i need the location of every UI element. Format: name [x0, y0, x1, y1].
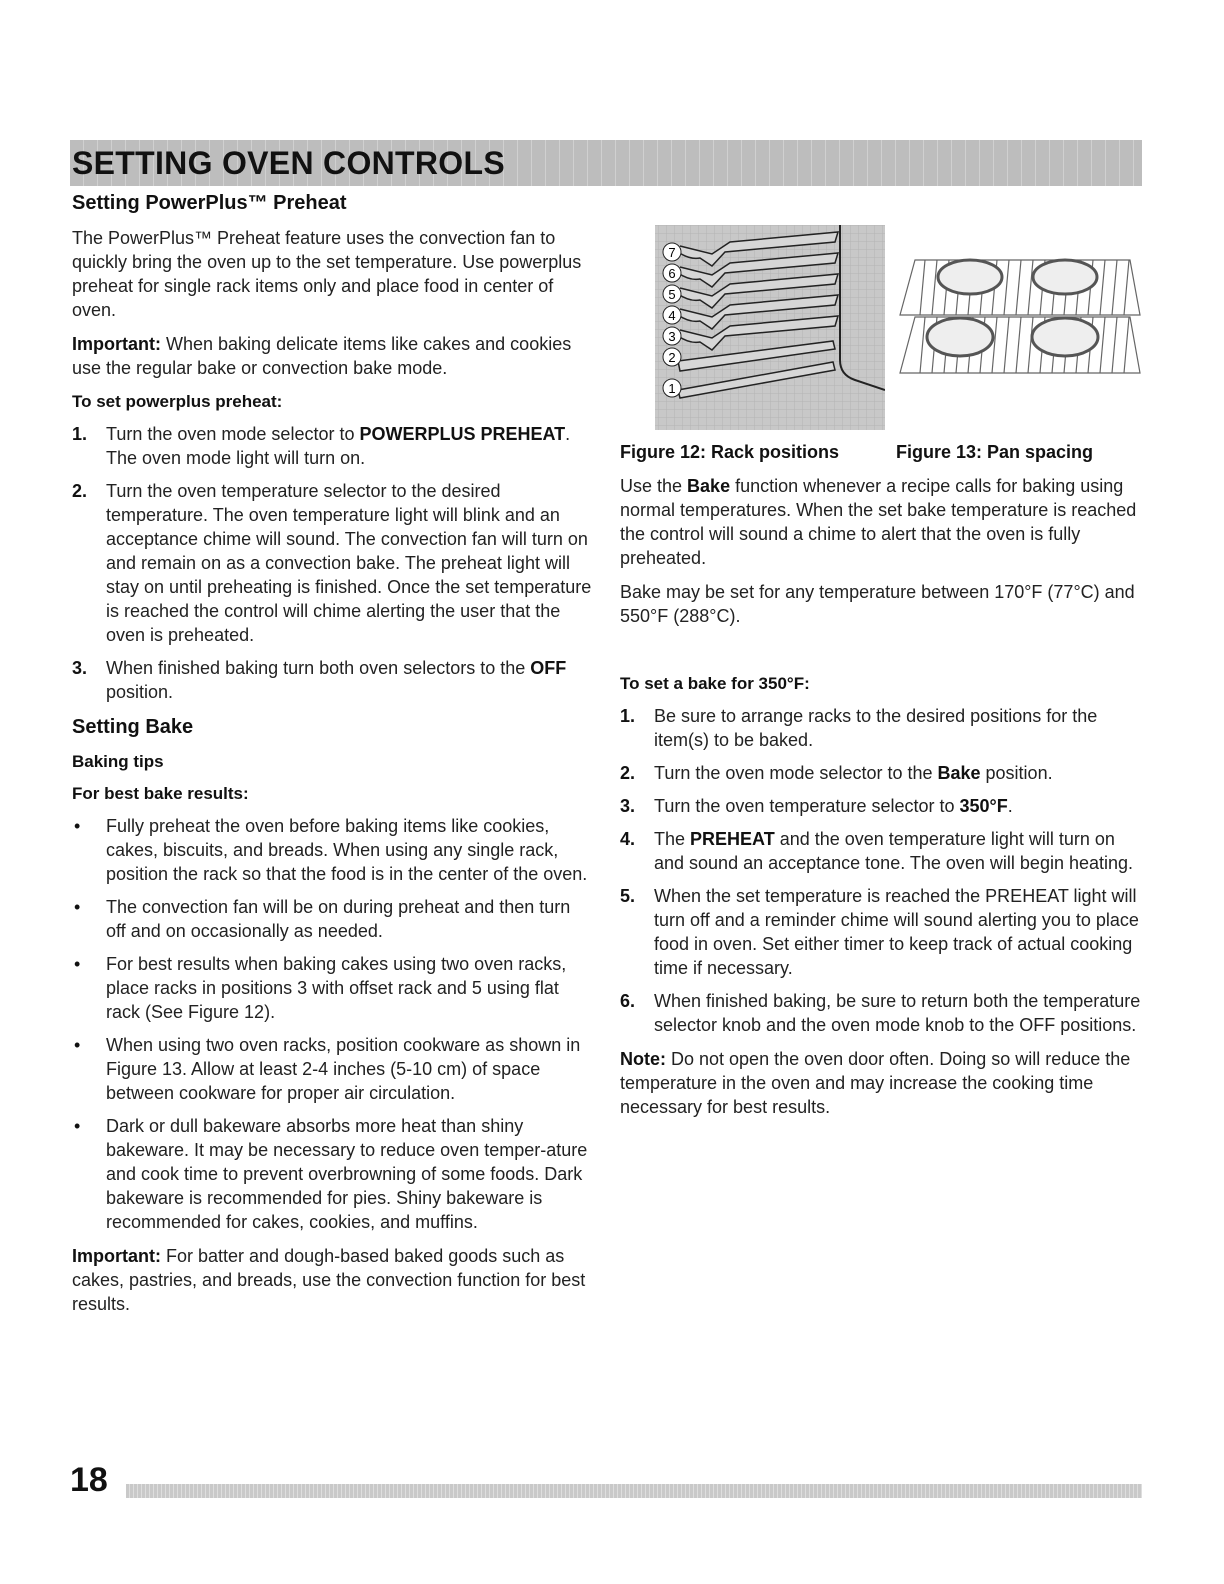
figure-13-caption: Figure 13: Pan spacing	[896, 442, 1094, 462]
list-item: 5. When the set temperature is reached the PREHEAT light will turn off and a reminder chime will sound alerting you to place food in oven. Set either timer to keep track of actual cooking time if necessary.	[620, 886, 1139, 978]
powerplus-intro: The PowerPlus™ Preheat feature uses the convection fan to quickly bring the oven up to the set temperature. Use powerplus preheat for single rack items only and place food in center of oven.	[72, 228, 582, 320]
powerplus-steps-heading: To set powerplus preheat:	[72, 392, 283, 411]
baking-tips-heading: Baking tips	[72, 752, 164, 771]
bake-note: Note: Do not open the oven door often. Doing so will reduce the temperature in the oven and may increase the cooking time necessary for best results.	[620, 1049, 1131, 1117]
bake-steps	[620, 704, 1145, 1037]
bake-steps-heading: To set a bake for 350°F:	[620, 674, 810, 693]
powerplus-heading: Setting PowerPlus™ Preheat	[72, 192, 347, 214]
rack-wire	[920, 317, 925, 373]
rack-wire	[1124, 260, 1129, 315]
section-title: SETTING OVEN CONTROLS	[72, 145, 505, 181]
list-item: 3. When finished baking turn both oven selectors to the OFF position.	[72, 658, 567, 702]
section-banner	[70, 140, 1142, 186]
rack-wire	[1028, 260, 1033, 315]
list-item: 2. Turn the oven mode selector to the Bake position.	[620, 763, 1053, 783]
powerplus-steps	[72, 422, 592, 704]
rack-wire	[1004, 317, 1009, 373]
list-item: 3. Turn the oven temperature selector to 350°F.	[620, 796, 1013, 816]
rack-wire	[1016, 317, 1021, 373]
rack-number-label: 3	[668, 329, 676, 344]
powerplus-important: Important: When baking delicate items like cakes and cookies use the regular bake or convection bake mode.	[72, 334, 572, 378]
best-results-heading: For best bake results:	[72, 784, 249, 803]
rack-wire	[932, 260, 937, 315]
list-item: • When using two oven racks, position cookware as shown in Figure 13. Allow at least 2-4 inches (5-10 cm) of space between cookware for proper air circulation.	[74, 1035, 581, 1103]
list-item: 4. The PREHEAT and the oven temperature light will turn on and sound an acceptance tone. The oven will begin heating.	[620, 829, 1134, 873]
rack-wire	[992, 317, 997, 373]
rack-wire	[1028, 317, 1033, 373]
rack-wire	[1004, 260, 1009, 315]
rack-wire	[1112, 317, 1117, 373]
list-item: 6. When finished baking, be sure to return both the temperature selector knob and the oven mode knob to the OFF positions.	[620, 991, 1141, 1035]
list-item: • Fully preheat the oven before baking items like cookies, cakes, biscuits, and breads. When using any single rack, position the rack so that the food is in the center of the oven.	[74, 816, 588, 884]
rack-positions-figure	[650, 225, 885, 430]
rack-number-label: 1	[668, 381, 676, 396]
bake-range: Bake may be set for any temperature between 170°F (77°C) and 550°F (288°C).	[620, 582, 1135, 626]
list-item: • For best results when baking cakes using two oven racks, place racks in positions 3 with offset rack and 5 using flat rack (See Figure 12).	[74, 954, 567, 1022]
list-item: 2. Turn the oven temperature selector to the desired temperature. The oven temperature light will blink and an acceptance chime will sound. The convection fan will turn on and remain on as a convection bake. The preheat light will stay on until preheating is finished. Once the set temperature is reached the control will chime alerting the user that the oven is preheated.	[72, 481, 592, 645]
page-number: 18	[70, 1461, 108, 1499]
rack-number-label: 5	[668, 287, 676, 302]
rack-number-label: 2	[668, 350, 676, 365]
rack-number-label: 4	[668, 308, 676, 323]
pan-spacing-figure	[895, 255, 1145, 375]
rack-wire	[920, 260, 925, 315]
rack-wire	[1100, 260, 1105, 315]
rack-wire	[1016, 260, 1021, 315]
list-item: 1. Turn the oven mode selector to POWERPLUS PREHEAT. The oven mode light will turn on.	[72, 424, 571, 468]
rack-number-label: 7	[668, 245, 676, 260]
bake-important: Important: For batter and dough-based baked goods such as cakes, pastries, and breads, use the convection function for best results.	[72, 1246, 586, 1314]
list-item: • The convection fan will be on during preheat and then turn off and on occasionally as needed.	[74, 897, 571, 941]
baking-tips-list	[72, 814, 592, 1234]
bake-intro: Use the Bake function whenever a recipe calls for baking using normal temperatures. When the set bake temperature is reached the control will sound a chime to alert that the oven is fully preheated.	[620, 476, 1137, 568]
right-column	[620, 474, 1145, 1129]
list-item: 1. Be sure to arrange racks to the desired positions for the item(s) to be baked.	[620, 706, 1098, 750]
rack-wire	[1112, 260, 1117, 315]
rack-wire	[1124, 317, 1129, 373]
footer-bar	[126, 1484, 1142, 1498]
bake-heading: Setting Bake	[72, 716, 194, 738]
list-item: • Dark or dull bakeware absorbs more heat than shiny bakeware. It may be necessary to reduce oven temper-ature and cook time to prevent overbrowning of some foods. Dark bakeware is recommended for pies. Shiny bakeware is recommended for cakes, cookies, and muffins.	[74, 1116, 588, 1232]
rack-wire	[1100, 317, 1105, 373]
figure-12-caption: Figure 12: Rack positions	[620, 442, 840, 462]
left-column	[72, 190, 592, 1326]
rack-number-label: 6	[668, 266, 676, 281]
